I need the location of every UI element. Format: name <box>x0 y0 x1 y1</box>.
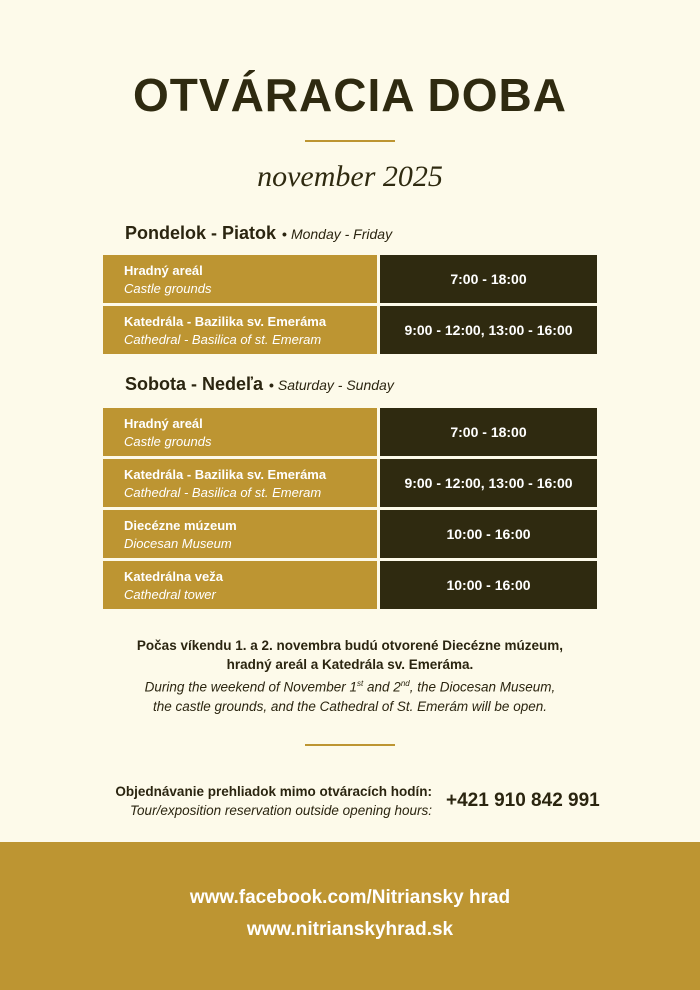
bullet: • <box>282 226 287 242</box>
place-name-sk: Diecézne múzeum <box>124 518 237 533</box>
place-name-sk: Katedrála - Bazilika sv. Emeráma <box>124 467 327 482</box>
place-name-en: Castle grounds <box>124 434 212 449</box>
place-cell <box>103 408 377 456</box>
place-name-sk: Katedrála - Bazilika sv. Emeráma <box>124 314 327 329</box>
hours-cell: 10:00 - 16:00 <box>380 561 597 609</box>
note-en-text: , the Diocesan Museum, <box>409 679 556 695</box>
table-row <box>103 561 597 609</box>
place-name-sk: Hradný areál <box>124 416 203 431</box>
weekend-label-sk: Sobota - Nedeľa <box>125 374 263 394</box>
note-en-sup: nd <box>400 679 410 688</box>
table-row <box>103 459 597 507</box>
place-cell <box>103 459 377 507</box>
note-en-line2: the castle grounds, and the Cathedral of St. Emerám will be open. <box>153 698 547 714</box>
place-name-sk: Hradný areál <box>124 263 203 278</box>
weekend-heading <box>125 374 394 395</box>
page-title: OTVÁRACIA DOBA <box>133 69 567 121</box>
reservation-text <box>70 782 432 820</box>
place-name-en: Diocesan Museum <box>124 536 232 551</box>
hours-cell: 9:00 - 12:00, 13:00 - 16:00 <box>380 459 597 507</box>
weekend-label-en: Saturday - Sunday <box>277 377 394 393</box>
table-row <box>103 408 597 456</box>
hours-cell: 7:00 - 18:00 <box>380 408 597 456</box>
weekday-label-sk: Pondelok - Piatok <box>125 223 277 243</box>
reservation-sk: Objednávanie prehliadok mimo otváracích hodín: <box>115 784 432 799</box>
divider-top <box>305 140 395 142</box>
place-name-en: Cathedral - Basilica of st. Emeram <box>124 332 322 347</box>
website-link[interactable]: www.nitrianskyhrad.sk <box>246 919 454 940</box>
weekend-note <box>0 636 700 716</box>
table-row <box>103 510 597 558</box>
place-name-en: Cathedral - Basilica of st. Emeram <box>124 485 322 500</box>
place-name-en: Castle grounds <box>124 281 212 296</box>
bullet: • <box>268 377 274 393</box>
place-cell <box>103 255 377 303</box>
note-sk-line1: Počas víkendu 1. a 2. novembra budú otvorené Diecézne múzeum, <box>136 638 564 653</box>
facebook-link[interactable]: www.facebook.com/Nitriansky hrad <box>189 887 511 908</box>
month-heading: november 2025 <box>257 160 443 193</box>
divider-bottom <box>305 744 395 746</box>
reservation-en: Tour/exposition reservation outside opening hours: <box>130 803 432 818</box>
place-name-sk: Katedrálna veža <box>124 569 223 584</box>
place-cell <box>103 561 377 609</box>
note-en-text: During the weekend of November 1 <box>144 679 358 695</box>
weekend-table <box>103 408 597 612</box>
table-row <box>103 306 597 354</box>
footer-band <box>0 842 700 990</box>
hours-cell: 7:00 - 18:00 <box>380 255 597 303</box>
place-cell <box>103 510 377 558</box>
weekday-label-en: Monday - Friday <box>290 226 393 242</box>
place-cell <box>103 306 377 354</box>
note-sk-line2: hradný areál a Katedrála sv. Emeráma. <box>226 657 474 672</box>
place-name-en: Cathedral tower <box>124 587 216 602</box>
note-en-text: and 2 <box>363 679 401 695</box>
weekday-heading <box>125 223 392 244</box>
note-en-line1 <box>0 674 700 697</box>
hours-cell: 10:00 - 16:00 <box>380 510 597 558</box>
hours-cell: 9:00 - 12:00, 13:00 - 16:00 <box>380 306 597 354</box>
phone-number[interactable]: +421 910 842 991 <box>446 790 600 811</box>
table-row <box>103 255 597 303</box>
note-en-sup: st <box>357 679 364 688</box>
weekday-table <box>103 255 597 357</box>
